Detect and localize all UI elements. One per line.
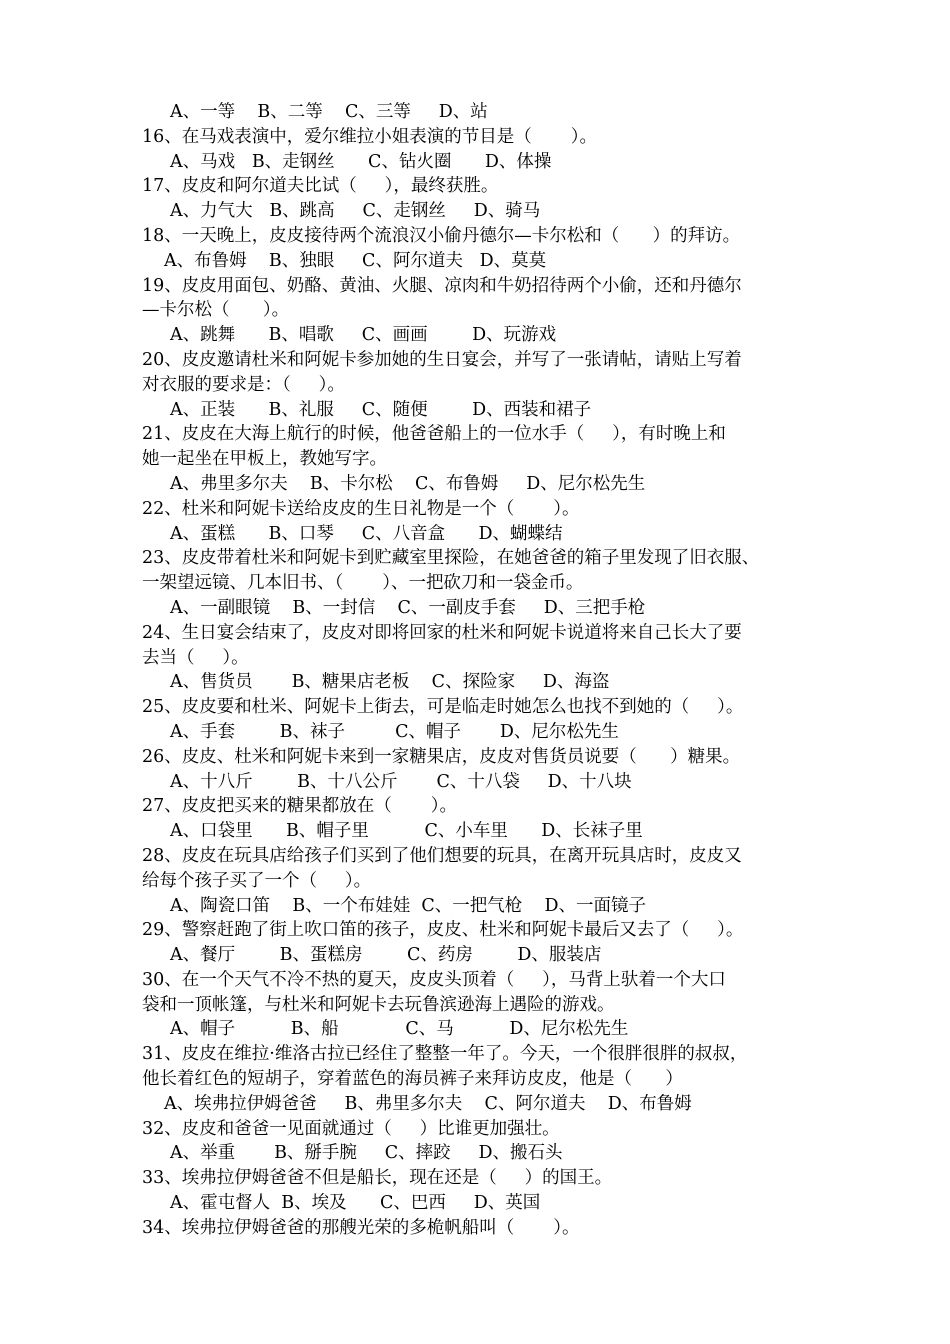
answer-options-line: A、埃弗拉伊姆爸爸 B、弗里多尔夫 C、阿尔道夫 D、布鲁姆 <box>164 1093 692 1114</box>
answer-options-line: A、一等 B、二等 C、三等 D、站 <box>170 102 488 122</box>
question-line: 16、在马戏表演中，爱尔维拉小姐表演的节目是（ ）。 <box>142 126 597 147</box>
answer-options-line: A、弗里多尔夫 B、卡尔松 C、布鲁姆 D、尼尔松先生 <box>170 473 646 494</box>
question-line: 19、皮皮用面包、奶酪、黄油、火腿、凉肉和牛奶招待两个小偷，还和丹德尔 <box>142 275 742 296</box>
question-line: 25、皮皮要和杜米、阿妮卡上街去，可是临走时她怎么也找不到她的（ ）。 <box>142 697 744 718</box>
answer-options-line: A、售货员 B、糖果店老板 C、探险家 D、海盗 <box>170 672 610 693</box>
answer-options-line: A、布鲁姆 B、独眼 C、阿尔道夫 D、莫莫 <box>164 250 547 271</box>
answer-options-line: A、举重 B、掰手腕 C、摔跤 D、搬石头 <box>170 1143 563 1164</box>
question-continuation-line: 袋和一顶帐篷，与杜米和阿妮卡去玩鲁滨逊海上遇险的游戏。 <box>142 994 615 1015</box>
answer-options-line: A、正装 B、礼服 C、随便 D、西装和裙子 <box>170 399 592 420</box>
answer-options-line: A、手套 B、袜子 C、帽子 D、尼尔松先生 <box>170 721 619 742</box>
question-continuation-line: 去当（ ）。 <box>142 647 249 668</box>
answer-options-line: A、蛋糕 B、口琴 C、八音盒 D、蝴蝶结 <box>170 523 563 544</box>
question-continuation-line: 他长着红色的短胡子，穿着蓝色的海员裤子来拜访皮皮，他是（ ） <box>142 1069 683 1090</box>
answer-options-line: A、帽子 B、船 C、马 D、尼尔松先生 <box>170 1019 629 1040</box>
question-line: 33、埃弗拉伊姆爸爸不但是船长，现在还是（ ）的国王。 <box>142 1168 613 1189</box>
question-line: 17、皮皮和阿尔道夫比试（ ），最终获胜。 <box>142 176 499 197</box>
question-line: 27、皮皮把买来的糖果都放在（ ）。 <box>142 796 457 817</box>
question-continuation-line: 对衣服的要求是：（ ）。 <box>142 374 345 395</box>
question-line: 32、皮皮和爸爸一见面就通过（ ）比谁更加强壮。 <box>142 1118 560 1139</box>
question-line: 22、杜米和阿妮卡送给皮皮的生日礼物是一个（ ）。 <box>142 498 580 519</box>
answer-options-line: A、力气大 B、跳高 C、走钢丝 D、骑马 <box>170 201 541 222</box>
answer-options-line: A、霍屯督人 B、埃及 C、巴西 D、英国 <box>170 1193 541 1214</box>
question-line: 29、警察赶跑了街上吹口笛的孩子，皮皮、杜米和阿妮卡最后又去了（ ）。 <box>142 920 744 941</box>
question-line: 20、皮皮邀请杜米和阿妮卡参加她的生日宴会，并写了一张请帖，请贴上写着 <box>142 349 742 370</box>
answer-options-line: A、马戏 B、走钢丝 C、钻火圈 D、体操 <box>170 151 552 172</box>
question-line: 18、一天晚上，皮皮接待两个流浪汉小偷丹德尔—卡尔松和（ ）的拜访。 <box>142 225 741 246</box>
answer-options-line: A、十八斤 B、十八公斤 C、十八袋 D、十八块 <box>170 771 632 792</box>
question-continuation-line: 她一起坐在甲板上，教她写字。 <box>142 449 387 470</box>
answer-options-line: A、餐厅 B、蛋糕房 C、药房 D、服装店 <box>170 945 602 966</box>
answer-options-line: A、一副眼镜 B、一封信 C、一副皮手套 D、三把手枪 <box>170 597 646 618</box>
question-continuation-line: —卡尔松（ ）。 <box>142 300 290 321</box>
answer-options-line: A、口袋里 B、帽子里 C、小车里 D、长袜子里 <box>170 821 643 842</box>
question-line: 34、埃弗拉伊姆爸爸的那艘光荣的多桅帆船叫（ ）。 <box>142 1217 580 1238</box>
question-line: 30、在一个天气不冷不热的夏天，皮皮头顶着（ ），马背上驮着一个大口 <box>142 969 726 990</box>
question-line: 28、皮皮在玩具店给孩子们买到了他们想要的玩具，在离开玩具店时，皮皮又 <box>142 845 742 866</box>
question-continuation-line: 给每个孩子买了一个（ ）。 <box>142 870 372 891</box>
answer-options-line: A、陶瓷口笛 B、一个布娃娃 C、一把气枪 D、一面镜子 <box>170 895 647 916</box>
quiz-text-block <box>142 100 822 1241</box>
question-line: 23、皮皮带着杜米和阿妮卡到贮藏室里探险，在她爸爸的箱子里发现了旧衣服、 <box>142 548 760 569</box>
question-line: 31、皮皮在维拉·维洛古拉已经住了整整一年了。今天，一个很胖很胖的叔叔， <box>142 1044 748 1065</box>
question-line: 21、皮皮在大海上航行的时候，他爸爸船上的一位水手（ ），有时晚上和 <box>142 424 726 445</box>
answer-options-line: A、跳舞 B、唱歌 C、画画 D、玩游戏 <box>170 325 557 346</box>
question-line: 26、皮皮、杜米和阿妮卡来到一家糖果店，皮皮对售货员说要（ ）糖果。 <box>142 746 741 767</box>
question-continuation-line: 一架望远镜、几本旧书、（ ）、一把砍刀和一袋金币。 <box>142 573 584 594</box>
question-line: 24、生日宴会结束了，皮皮对即将回家的杜米和阿妮卡说道将来自己长大了要 <box>142 622 742 643</box>
